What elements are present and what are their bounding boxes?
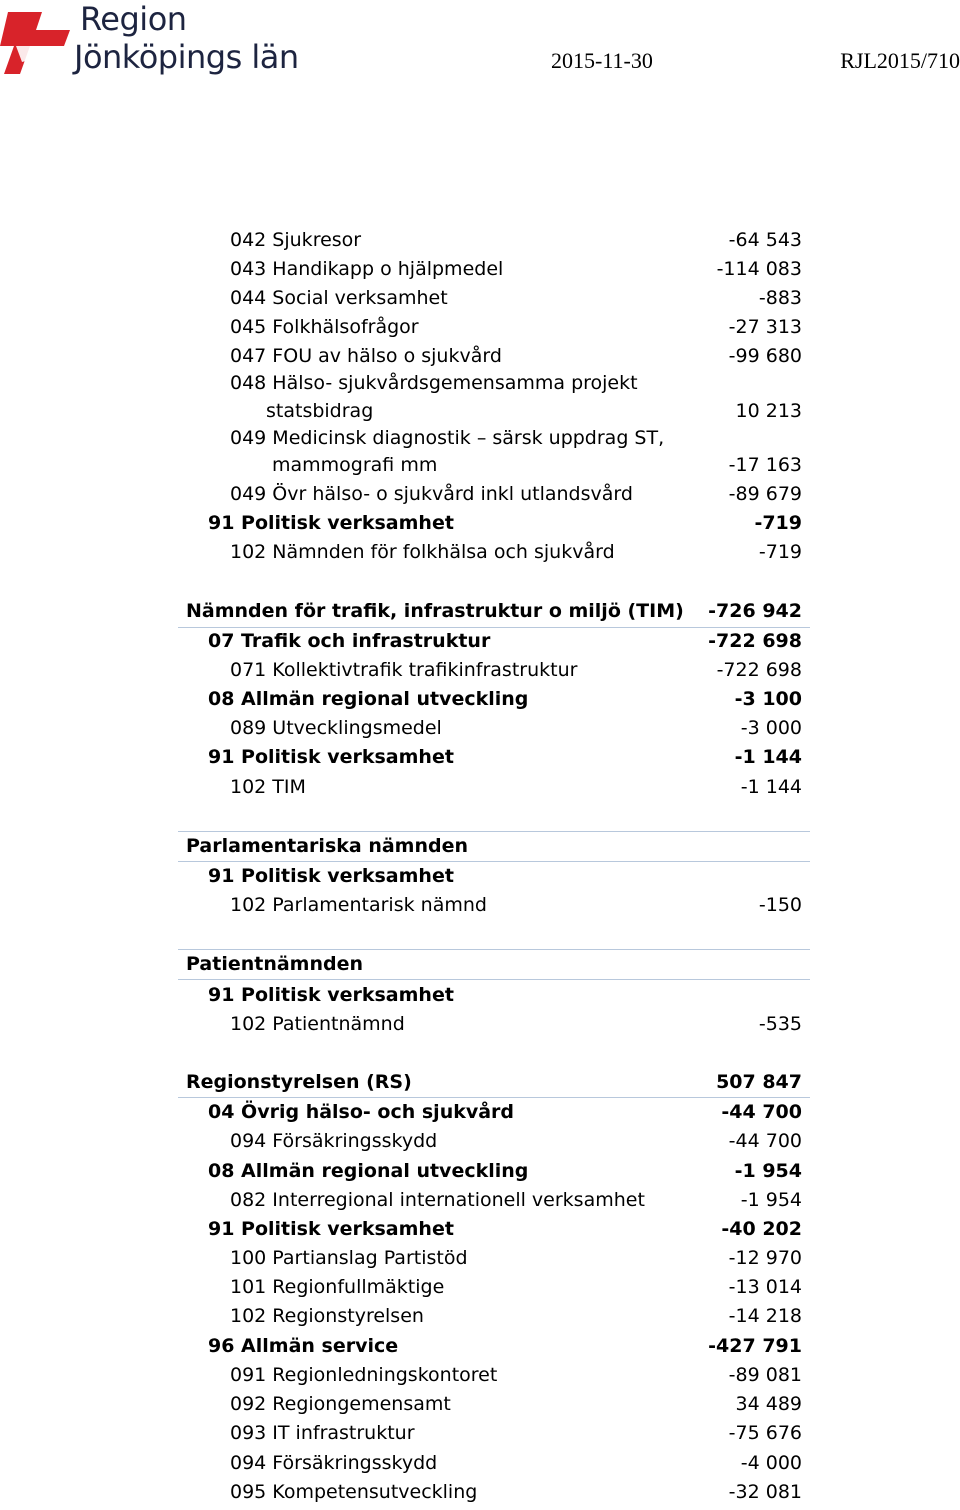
- row-label: 102 Regionstyrelsen: [230, 1305, 424, 1327]
- table-row: [0, 427, 960, 456]
- table-row: [0, 659, 960, 688]
- table-row: [0, 1160, 960, 1189]
- table-row: [0, 512, 960, 541]
- row-label: 048 Hälso- sjukvårdsgemensamma projekt: [230, 372, 638, 394]
- row-label: 047 FOU av hälso o sjukvård: [230, 345, 502, 367]
- row-label: 91 Politisk verksamhet: [208, 746, 454, 768]
- row-label: 91 Politisk verksamhet: [208, 984, 454, 1006]
- table-row: [0, 1101, 960, 1130]
- row-label: 095 Kompetensutveckling: [230, 1481, 478, 1503]
- row-label: 042 Sjukresor: [230, 229, 362, 251]
- row-label: 04 Övrig hälso- och sjukvård: [208, 1101, 515, 1123]
- row-value: -44 700: [721, 1101, 802, 1123]
- row-value: -27 313: [728, 316, 802, 338]
- section-divider: [178, 949, 810, 950]
- row-label: 071 Kollektivtrafik trafikinfrastruktur: [230, 659, 578, 681]
- row-label: 91 Politisk verksamhet: [208, 865, 454, 887]
- table-row: [0, 1218, 960, 1247]
- row-value: -883: [758, 287, 802, 309]
- table-row: [0, 483, 960, 512]
- row-value: -12 970: [728, 1247, 802, 1269]
- table-row: [0, 1364, 960, 1393]
- row-value: 10 213: [735, 400, 802, 422]
- row-label: 089 Utvecklingsmedel: [230, 717, 442, 739]
- table-row: [0, 688, 960, 717]
- row-label: 08 Allmän regional utveckling: [208, 1160, 529, 1182]
- table-row: [0, 1130, 960, 1159]
- table-row: [0, 1335, 960, 1364]
- table-row: [0, 1013, 960, 1042]
- row-value: -722 698: [716, 659, 802, 681]
- row-value: -3 000: [740, 717, 802, 739]
- table-row: [0, 287, 960, 316]
- table-row: [0, 746, 960, 775]
- row-label: 102 Patientnämnd: [230, 1013, 405, 1035]
- row-label: 049 Medicinsk diagnostik – särsk uppdrag ST,: [230, 427, 665, 449]
- row-label: 094 Försäkringsskydd: [230, 1130, 438, 1152]
- row-label: 044 Social verksamhet: [230, 287, 448, 309]
- row-value: -89 081: [728, 1364, 802, 1386]
- row-value: -1 954: [734, 1160, 802, 1182]
- row-label: 049 Övr hälso- o sjukvård inkl utlandsvård: [230, 483, 633, 505]
- table-row: [0, 1305, 960, 1334]
- row-value: -40 202: [721, 1218, 802, 1240]
- row-value: -64 543: [728, 229, 802, 251]
- row-value: -32 081: [728, 1481, 802, 1503]
- table-row: [0, 630, 960, 659]
- row-label: 91 Politisk verksamhet: [208, 1218, 454, 1240]
- table-row: [0, 865, 960, 894]
- table-row: [0, 541, 960, 570]
- table-row: [0, 316, 960, 345]
- table-row: [0, 717, 960, 746]
- row-label: 094 Försäkringsskydd: [230, 1452, 438, 1474]
- row-value: -89 679: [728, 483, 802, 505]
- table-row: [0, 984, 960, 1013]
- table-row: [0, 400, 960, 429]
- table-row: [0, 1393, 960, 1422]
- row-label: 102 Parlamentarisk nämnd: [230, 894, 487, 916]
- row-value: 34 489: [735, 1393, 802, 1415]
- row-value: -75 676: [728, 1422, 802, 1444]
- row-label: 08 Allmän regional utveckling: [208, 688, 529, 710]
- row-label: Regionstyrelsen (RS): [186, 1071, 412, 1093]
- table-row: [0, 1071, 960, 1100]
- row-value: -722 698: [708, 630, 802, 652]
- row-value: -3 100: [734, 688, 802, 710]
- row-label: mammografi mm: [272, 454, 438, 476]
- row-value: -114 083: [716, 258, 802, 280]
- table-row: [0, 372, 960, 401]
- section-divider: [178, 979, 810, 980]
- row-value: -44 700: [728, 1130, 802, 1152]
- table-row: [0, 1189, 960, 1218]
- row-label: 102 TIM: [230, 776, 306, 798]
- row-value: -150: [758, 894, 802, 916]
- section-divider: [178, 1097, 810, 1098]
- row-label: Nämnden för trafik, infrastruktur o miljö (TIM): [186, 600, 684, 622]
- row-label: 045 Folkhälsofrågor: [230, 316, 419, 338]
- row-value: -4 000: [740, 1452, 802, 1474]
- row-label: statsbidrag: [266, 400, 374, 422]
- row-value: -17 163: [728, 454, 802, 476]
- table-row: [0, 1481, 960, 1510]
- table-row: [0, 229, 960, 258]
- row-value: -1 144: [740, 776, 802, 798]
- row-label: 91 Politisk verksamhet: [208, 512, 454, 534]
- row-label: 043 Handikapp o hjälpmedel: [230, 258, 504, 280]
- row-value: -99 680: [728, 345, 802, 367]
- row-label: 101 Regionfullmäktige: [230, 1276, 445, 1298]
- row-value: 507 847: [716, 1071, 802, 1093]
- row-label: 092 Regiongemensamt: [230, 1393, 451, 1415]
- row-value: -1 144: [734, 746, 802, 768]
- row-label: 091 Regionledningskontoret: [230, 1364, 498, 1386]
- row-value: -1 954: [740, 1189, 802, 1211]
- section-divider: [178, 627, 810, 628]
- row-value: -719: [758, 541, 802, 563]
- table-row: [0, 600, 960, 629]
- row-value: -535: [758, 1013, 802, 1035]
- table-row: [0, 258, 960, 287]
- row-value: -726 942: [708, 600, 802, 622]
- row-label: 07 Trafik och infrastruktur: [208, 630, 491, 652]
- table-row: [0, 953, 960, 982]
- section-divider: [178, 861, 810, 862]
- table-row: [0, 1276, 960, 1305]
- row-label: 96 Allmän service: [208, 1335, 399, 1357]
- table-row: [0, 1452, 960, 1481]
- row-label: 093 IT infrastruktur: [230, 1422, 415, 1444]
- table-row: [0, 835, 960, 864]
- row-value: -427 791: [708, 1335, 802, 1357]
- row-value: -719: [754, 512, 802, 534]
- row-label: Patientnämnden: [186, 953, 364, 975]
- row-value: -14 218: [728, 1305, 802, 1327]
- logo-text-line2: Jönköpings län: [74, 38, 299, 76]
- table-row: [0, 894, 960, 923]
- document-date: 2015-11-30: [551, 48, 653, 73]
- table-row: [0, 454, 960, 483]
- table-row: [0, 1247, 960, 1276]
- table-row: [0, 1422, 960, 1451]
- row-value: -13 014: [728, 1276, 802, 1298]
- table-row: [0, 776, 960, 805]
- section-divider: [178, 831, 810, 832]
- row-label: 102 Nämnden för folkhälsa och sjukvård: [230, 541, 615, 563]
- table-row: [0, 345, 960, 374]
- row-label: Parlamentariska nämnden: [186, 835, 469, 857]
- logo-text-line1: Region: [80, 0, 187, 38]
- row-label: 082 Interregional internationell verksamhet: [230, 1189, 645, 1211]
- row-label: 100 Partianslag Partistöd: [230, 1247, 468, 1269]
- diary-number: RJL2015/710: [840, 48, 960, 73]
